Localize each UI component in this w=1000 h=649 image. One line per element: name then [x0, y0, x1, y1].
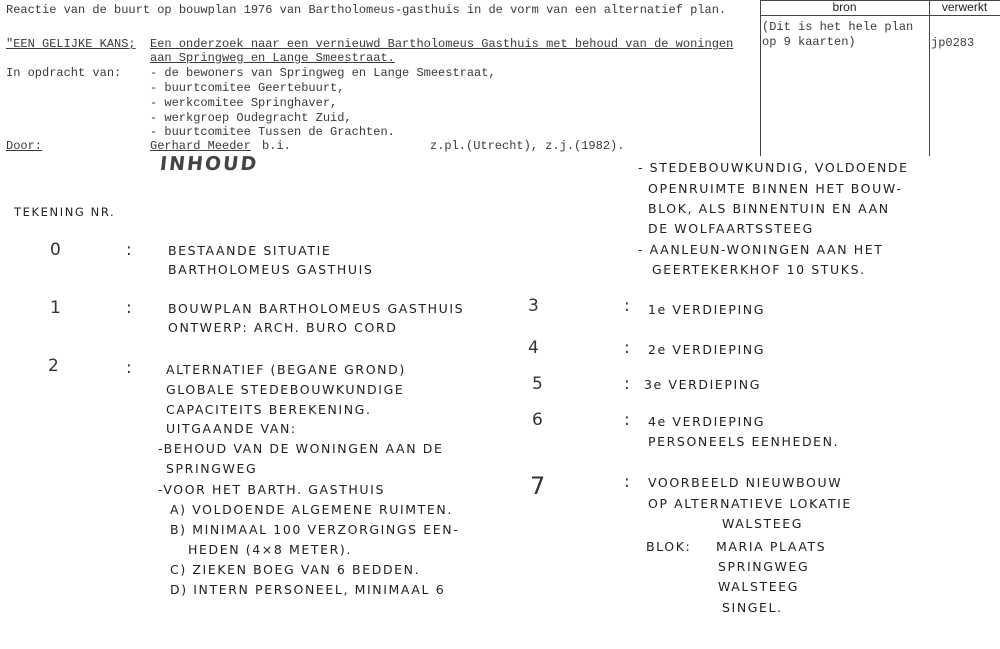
blok-item: SPRINGWEG — [718, 559, 810, 574]
colon: : — [126, 240, 132, 260]
opdracht-item: - werkcomitee Springhaver, — [150, 96, 338, 110]
opdracht-item: - buurtcomitee Tussen de Grachten. — [150, 125, 395, 139]
item-line: VOORBEELD NIEUWBOUW — [648, 475, 843, 490]
title-label: "EEN GELIJKE KANS; — [6, 37, 136, 51]
right-note-line: GEERTEKERKHOF 10 STUKS. — [652, 262, 866, 277]
opdracht-item: - werkgroep Oudegracht Zuid, — [150, 111, 352, 125]
item-line: A) VOLDOENDE ALGEMENE RUIMTEN. — [170, 502, 453, 517]
bron-note-line-1: (Dit is het hele plan — [762, 20, 914, 34]
table-header-divider — [760, 15, 1000, 16]
item-line: 3e VERDIEPING — [644, 377, 762, 392]
blok-item: MARIA PLAATS — [716, 539, 827, 554]
item-line: -BEHOUD VAN DE WONINGEN AAN DE — [158, 441, 444, 456]
drawing-number: 6 — [532, 410, 543, 430]
tekening-nr-label: TEKENING NR. — [14, 205, 116, 219]
colon: : — [624, 296, 630, 316]
colon: : — [624, 410, 630, 430]
drawing-number: 4 — [528, 338, 539, 358]
item-line: 1e VERDIEPING — [648, 302, 766, 317]
item-line: D) INTERN PERSONEEL, MINIMAAL 6 — [170, 582, 446, 597]
blok-item: SINGEL. — [722, 600, 783, 615]
colon: : — [126, 358, 132, 378]
item-line: C) ZIEKEN BOEG VAN 6 BEDDEN. — [170, 562, 421, 577]
drawing-number: 7 — [530, 472, 546, 500]
column-header-verwerkt: verwerkt — [941, 0, 988, 14]
door-label: Door: — [6, 139, 43, 153]
item-line: ONTWERP: ARCH. BURO CORD — [168, 320, 398, 335]
item-line: CAPACITEITS BEREKENING. — [166, 402, 372, 417]
item-line: PERSONEELS EENHEDEN. — [648, 434, 840, 449]
bron-note-line-2: op 9 kaarten) — [762, 35, 856, 49]
item-line: -VOOR HET BARTH. GASTHUIS — [158, 482, 385, 497]
drawing-number: 5 — [532, 374, 543, 394]
verwerkt-code: jp0283 — [931, 36, 975, 50]
title-text-line-2: aan Springweg en Lange Smeestraat. — [150, 51, 395, 65]
drawing-number: 1 — [50, 298, 61, 318]
document-heading: Reactie van de buurt op bouwplan 1976 van Bartholomeus-gasthuis in de vorm van een alternatief plan. — [6, 3, 727, 17]
colon: : — [624, 374, 630, 394]
item-line: SPRINGWEG — [166, 461, 258, 476]
opdracht-label: In opdracht van: — [6, 66, 122, 80]
right-note-line: BLOK, ALS BINNENTUIN EN AAN — [648, 201, 890, 216]
table-column-divider — [929, 0, 930, 156]
item-line: 2e VERDIEPING — [648, 342, 766, 357]
item-line: 4e VERDIEPING — [648, 414, 766, 429]
author-name: Gerhard Meeder — [150, 139, 251, 153]
colon: : — [624, 338, 630, 358]
blok-item: WALSTEEG — [718, 579, 800, 594]
colon: : — [624, 472, 630, 492]
column-header-bron: bron — [832, 0, 857, 14]
inhoud-title: INHOUD — [158, 153, 260, 175]
opdracht-item: - de bewoners van Springweg en Lange Smeestraat, — [150, 66, 496, 80]
drawing-number: 2 — [48, 356, 59, 376]
title-text-line-1: Een onderzoek naar een vernieuwd Bartholomeus Gasthuis met behoud van de woningen — [150, 37, 734, 51]
item-line: BESTAANDE SITUATIE — [168, 243, 332, 258]
right-note-line: - AANLEUN-WONINGEN AAN HET — [638, 242, 884, 257]
item-line: BOUWPLAN BARTHOLOMEUS GASTHUIS — [168, 301, 465, 316]
item-line: WALSTEEG — [722, 516, 804, 531]
right-note-line: - STEDEBOUWKUNDIG, VOLDOENDE — [638, 160, 909, 175]
opdracht-item: - buurtcomitee Geertebuurt, — [150, 81, 345, 95]
blok-label: BLOK: — [646, 539, 692, 554]
colon: : — [126, 298, 132, 318]
place-date: z.pl.(Utrecht), z.j.(1982). — [430, 139, 625, 153]
table-left-border — [760, 0, 761, 156]
author-suffix: b.i. — [262, 139, 291, 153]
item-line: BARTHOLOMEUS GASTHUIS — [168, 262, 374, 277]
item-line: OP ALTERNATIEVE LOKATIE — [648, 496, 852, 511]
item-line: ALTERNATIEF (BEGANE GROND) — [166, 362, 406, 377]
drawing-number: 0 — [50, 240, 61, 260]
item-line: UITGAANDE VAN: — [166, 421, 297, 436]
right-note-line: DE WOLFAARTSSTEEG — [648, 221, 814, 236]
item-line: B) MINIMAAL 100 VERZORGINGS EEN- — [170, 522, 460, 537]
item-line: GLOBALE STEDEBOUWKUNDIGE — [166, 382, 405, 397]
right-note-line: OPENRUIMTE BINNEN HET BOUW- — [648, 181, 903, 196]
item-line: HEDEN (4×8 METER). — [188, 542, 352, 557]
drawing-number: 3 — [528, 296, 539, 316]
